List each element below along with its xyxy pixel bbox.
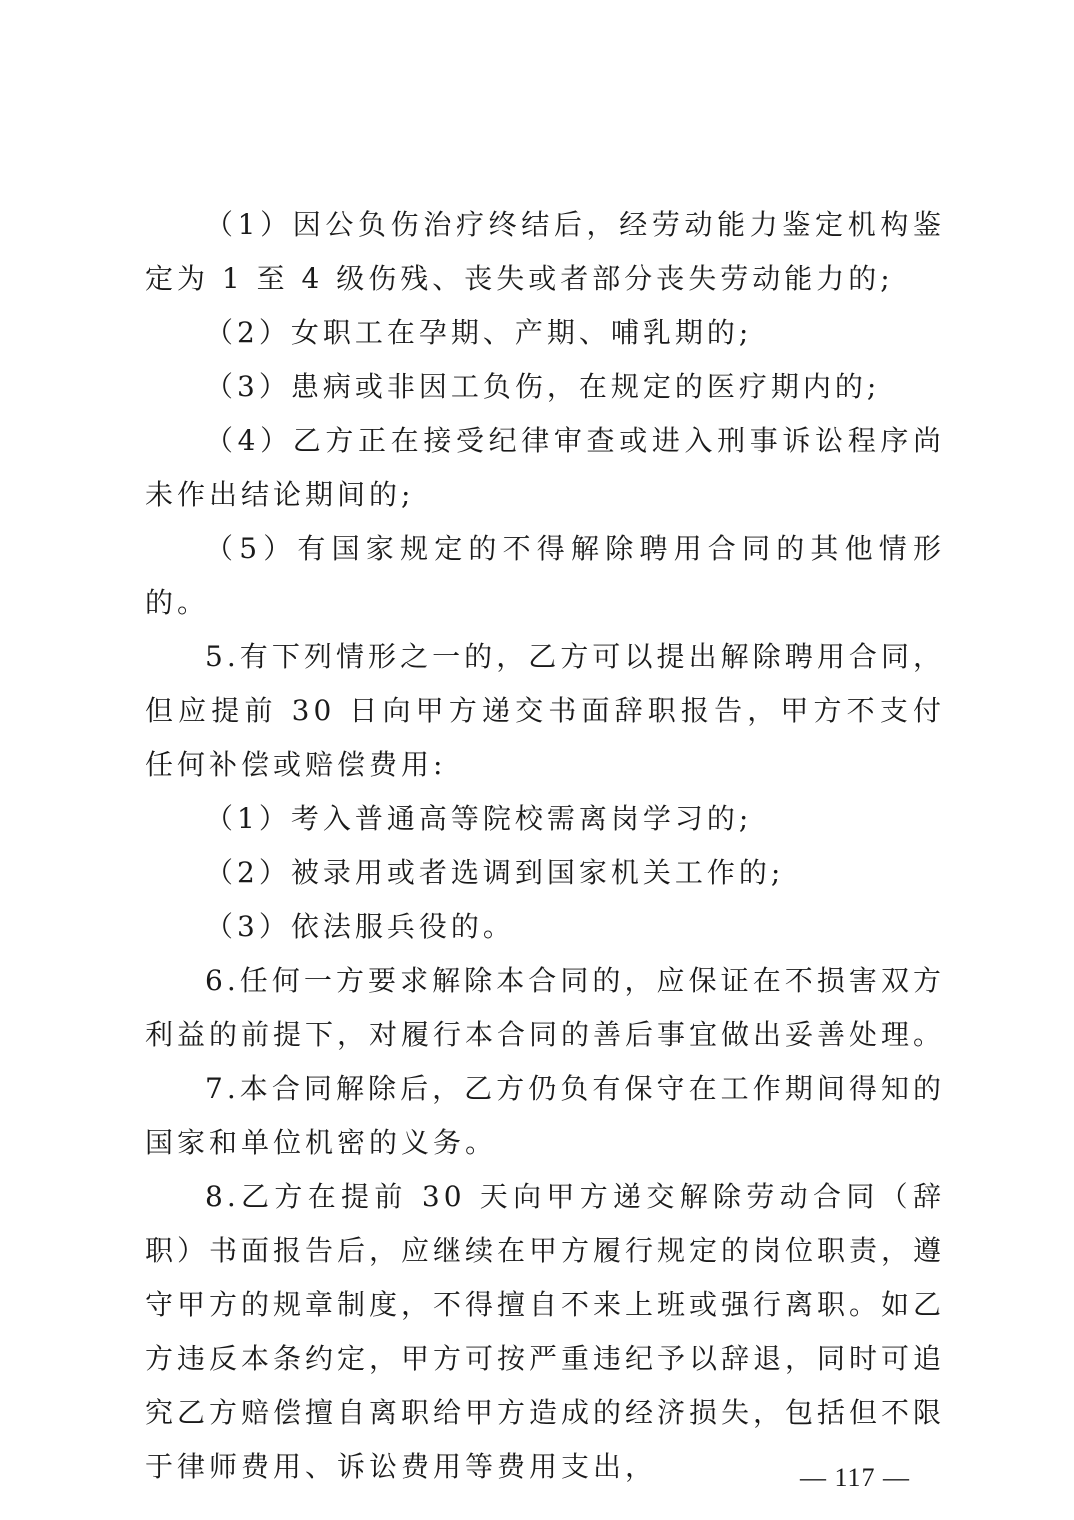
document-body [145, 198, 945, 1494]
clause-5-item-2: （2）被录用或者选调到国家机关工作的; [205, 856, 785, 889]
clause-4-item-2: （2）女职工在孕期、产期、哺乳期的; [205, 316, 753, 349]
clause-6: 6.任何一方要求解除本合同的，应保证在不损害双方利益的前提下，对履行本合同的善后事宜做出妥善处理。 [145, 964, 946, 1051]
clause-4-item-3: （3）患病或非因工负伤，在规定的医疗期内的; [205, 370, 881, 403]
clause-5-item-1: （1）考入普通高等院校需离岗学习的; [205, 802, 753, 835]
page-number: — 117 — [800, 1463, 911, 1492]
clause-4-item-1: （1）因公负伤治疗终结后，经劳动能力鉴定机构鉴定为 1 至 4 级伤残、丧失或者部分丧失劳动能力的; [145, 208, 945, 295]
clause-5-item-3: （3）依法服兵役的。 [205, 910, 515, 943]
clause-5: 5.有下列情形之一的，乙方可以提出解除聘用合同，但应提前 30 日向甲方递交书面辞职报告，甲方不支付任何补偿或赔偿费用: [145, 640, 945, 781]
clause-4-item-5: （5）有国家规定的不得解除聘用合同的其他情形的。 [145, 532, 945, 619]
clause-8: 8.乙方在提前 30 天向甲方递交解除劳动合同（辞职）书面报告后，应继续在甲方履行规定的岗位职责，遵守甲方的规章制度，不得擅自不来上班或强行离职。如乙方违反本条约定，甲方可按严重违纪予以辞退，同时可追究乙方赔偿擅自离职给甲方造成的经济损失，包括但不限于律师费用、诉讼费用等费用支出， [145, 1180, 946, 1483]
clause-7: 7.本合同解除后，乙方仍负有保守在工作期间得知的国家和单位机密的义务。 [145, 1072, 945, 1159]
clause-4-item-4: （4）乙方正在接受纪律审查或进入刑事诉讼程序尚未作出结论期间的; [145, 424, 945, 511]
